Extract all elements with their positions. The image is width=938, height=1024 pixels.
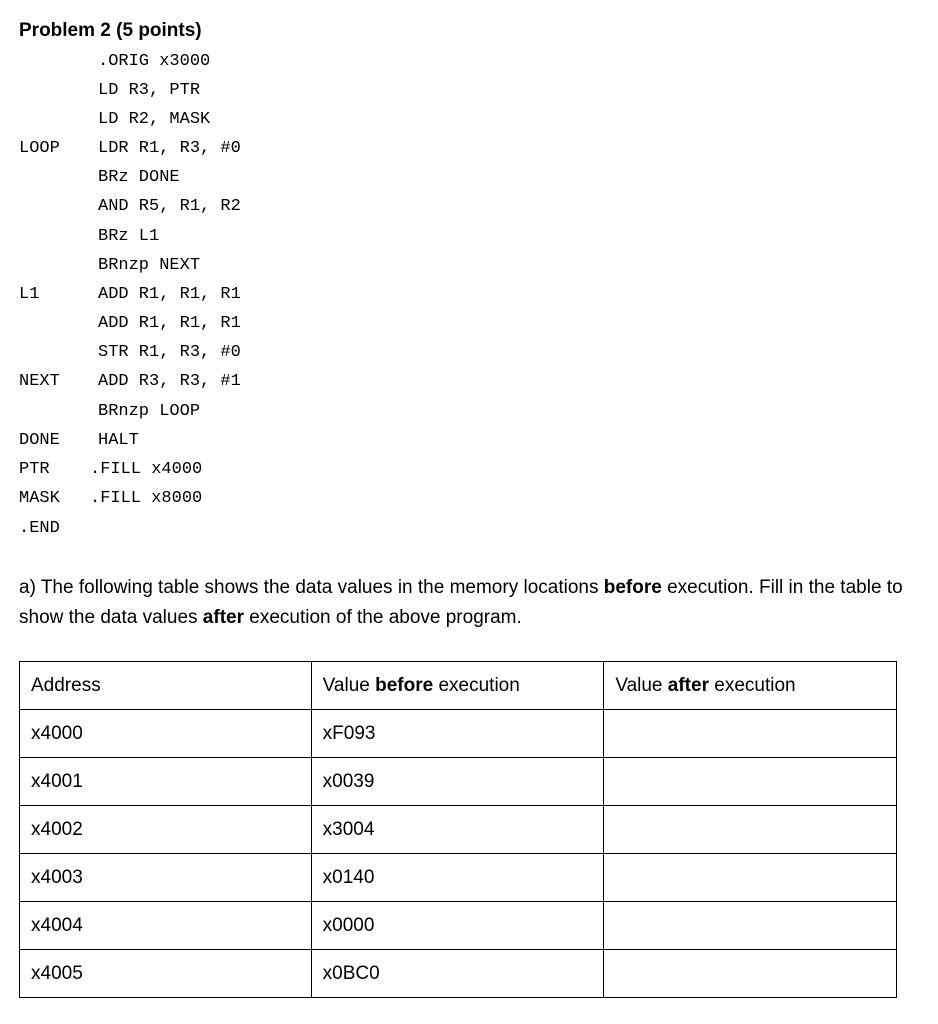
code-instruction: ADD R1, R1, R1 [98,314,241,333]
before-value-cell: x0140 [311,854,604,902]
code-line [0,283,400,307]
table-row [20,806,897,854]
after-value-cell[interactable] [604,758,897,806]
question-text [19,573,919,633]
table-row [20,710,897,758]
code-line [0,400,400,424]
code-line [0,166,400,190]
problem-title: Problem 2 (5 points) [19,20,202,41]
before-value-cell: x0BC0 [311,950,604,998]
question-text-part: execution. Fill in the table to show the data values [19,577,903,628]
code-instruction: LD R2, MASK [98,110,211,129]
code-label: LOOP [19,139,60,158]
before-value-cell: x3004 [311,806,604,854]
after-value-cell[interactable] [604,806,897,854]
code-line [0,50,400,74]
code-instruction: ADD R1, R1, R1 [98,285,241,304]
table-row [20,950,897,998]
code-line [0,341,400,365]
address-cell: x4005 [20,950,312,998]
code-instruction: BRnzp LOOP [98,402,201,421]
table-row [20,902,897,950]
before-value-cell: xF093 [311,710,604,758]
code-instruction: .ORIG x3000 [98,52,211,71]
address-cell: x4000 [20,710,312,758]
address-cell: x4003 [20,854,312,902]
header-value-after [604,662,897,710]
code-line [0,225,400,249]
code-line [0,517,400,541]
code-instruction: LD R3, PTR [98,81,201,100]
memory-table [19,661,897,998]
header-address: Address [20,662,312,710]
code-label: .END [19,519,60,538]
code-line [0,254,400,278]
before-value-cell: x0039 [311,758,604,806]
after-value-cell[interactable] [604,854,897,902]
code-instruction: HALT [98,431,139,450]
before-value-cell: x0000 [311,902,604,950]
code-instruction: BRz L1 [98,227,160,246]
code-instruction: LDR R1, R3, #0 [98,139,241,158]
code-instruction: ADD R3, R3, #1 [98,372,241,391]
code-line [0,195,400,219]
header-text: Value [615,674,668,696]
code-label: L1 [19,285,40,304]
question-text-part: a) The following table shows the data values in the memory locations [19,577,604,598]
header-bold: after [667,674,709,696]
code-label: MASK [19,489,60,508]
code-line [0,137,400,161]
code-instruction: .FILL x8000 [90,489,203,508]
code-line [0,487,400,511]
code-line [0,312,400,336]
header-bold: before [375,674,434,696]
code-label: DONE [19,431,60,450]
code-label: NEXT [19,372,60,391]
code-line [0,370,400,394]
address-cell: x4004 [20,902,312,950]
code-line [0,458,400,482]
code-line [0,108,400,132]
after-value-cell[interactable] [604,710,897,758]
after-value-cell[interactable] [604,950,897,998]
code-instruction: .FILL x4000 [90,460,203,479]
code-instruction: BRz DONE [98,168,180,187]
code-line [0,429,400,453]
header-value-before [311,662,604,710]
table-header-row [20,662,897,710]
header-text: Value [322,674,376,696]
question-bold-after: after [202,607,244,628]
header-text: execution [433,674,520,696]
after-value-cell[interactable] [604,902,897,950]
code-instruction: STR R1, R3, #0 [98,343,241,362]
question-bold-before: before [603,577,662,598]
code-instruction: AND R5, R1, R2 [98,197,241,216]
code-label: PTR [19,460,50,479]
table-row [20,854,897,902]
address-cell: x4002 [20,806,312,854]
header-text: execution [708,674,796,696]
code-line [0,79,400,103]
table-row [20,758,897,806]
code-instruction: BRnzp NEXT [98,256,201,275]
question-text-part: execution of the above program. [243,607,522,628]
address-cell: x4001 [20,758,312,806]
